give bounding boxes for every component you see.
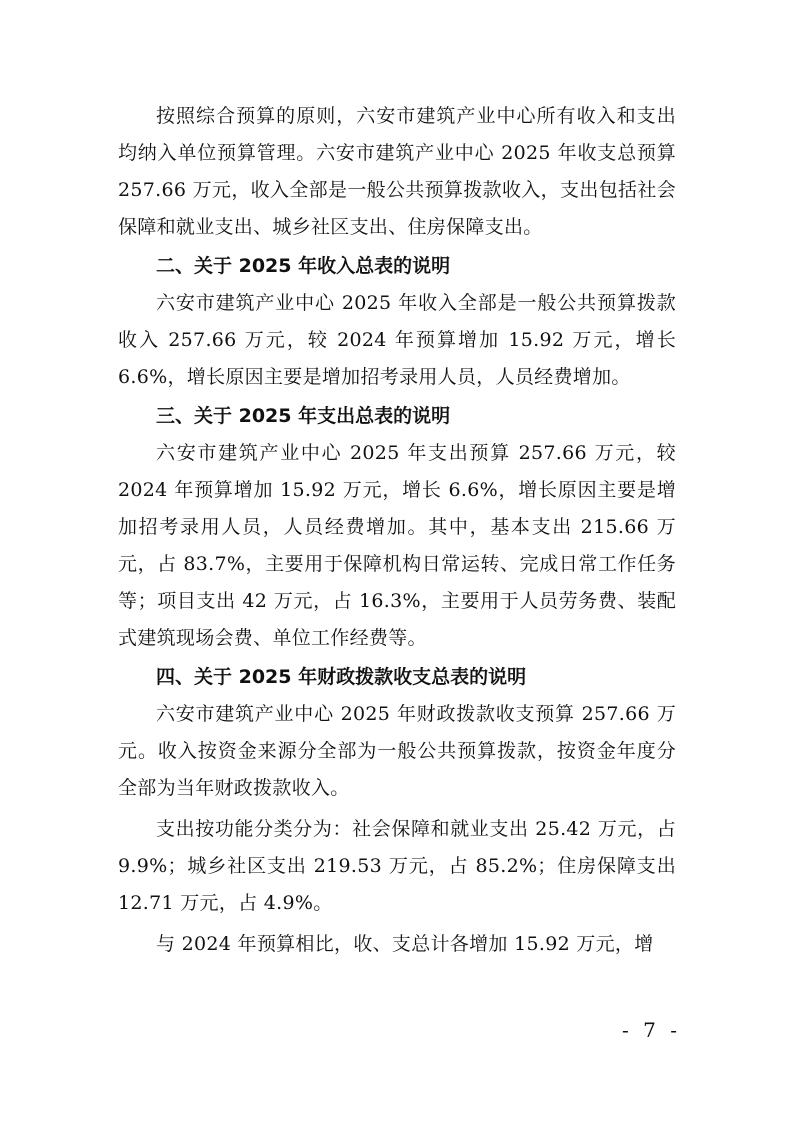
paragraph-fiscal-allocation: 六安市建筑产业中心 2025 年财政拨款收支预算 257.66 万元。收入按资金来源分全部为一般公共预算拨款，按资金年度分全部为当年财政拨款收入。 xyxy=(118,703,676,799)
heading-income-summary: 二、关于 2025 年收入总表的说明 xyxy=(156,255,451,277)
paragraph-functional-classification: 支出按功能分类分为：社会保障和就业支出 25.42 万元，占 9.9%；城乡社区支出 219.53 万元，占 85.2%；住房保障支出 12.71 万元，占 4.9%。 xyxy=(118,818,676,914)
paragraph-budget-principle: 按照综合预算的原则，六安市建筑产业中心所有收入和支出均纳入单位预算管理。六安市建筑产业中心 2025 年收支总预算 257.66 万元，收入全部是一般公共预算拨款收入，支出包括社会保障和就业支出、城乡社区支出、住房保障支出。 xyxy=(118,105,676,238)
paragraph-income-summary: 六安市建筑产业中心 2025 年收入全部是一般公共预算拨款收入 257.66 万元，较 2024 年预算增加 15.92 万元，增长 6.6%，增长原因主要是增加招考录用人员，人员经费增加。 xyxy=(118,292,676,388)
paragraph-year-comparison: 与 2024 年预算相比，收、支总计各增加 15.92 万元，增 xyxy=(156,933,654,955)
page-number: - 7 - xyxy=(622,1018,681,1042)
document-body xyxy=(118,98,676,963)
paragraph-expenditure-summary: 六安市建筑产业中心 2025 年支出预算 257.66 万元，较 2024 年预算增加 15.92 万元，增长 6.6%，增长原因主要是增加招考录用人员，人员经费增加。其中，基本支出 215.66 万元，占 83.7%，主要用于保障机构日常运转、完成日常工作任务等；项目支出 42 万元，占 16.3%，主要用于人员劳务费、装配式建筑现场会费、单位工作经费等。 xyxy=(118,442,676,649)
heading-expenditure-summary: 三、关于 2025 年支出总表的说明 xyxy=(156,405,451,427)
heading-fiscal-allocation-summary: 四、关于 2025 年财政拨款收支总表的说明 xyxy=(156,666,527,688)
